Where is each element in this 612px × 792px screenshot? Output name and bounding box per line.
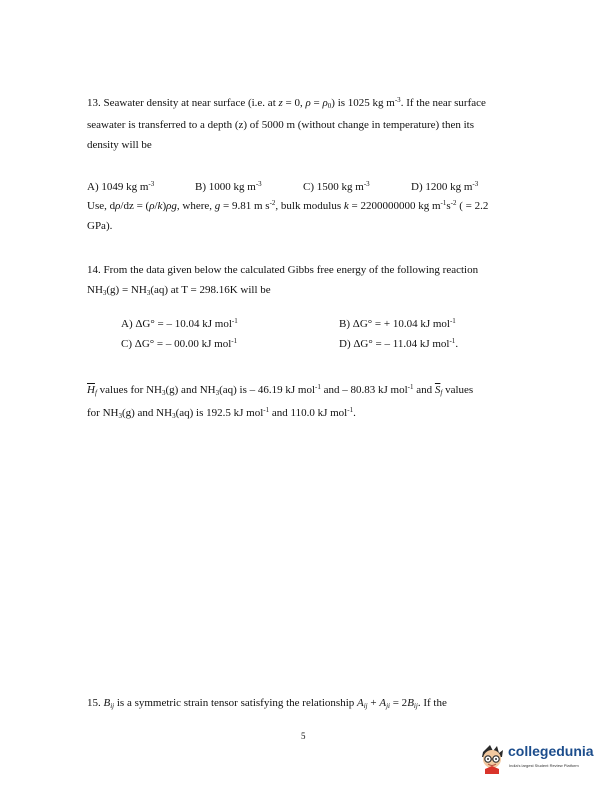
- q13-option-b: B) 1000 kg $m^{-3}$: [195, 180, 262, 193]
- logo-brand-text: collegedunia: [508, 743, 594, 759]
- q14-option-b: B) ΔG° = + 10.04 kJ mol$^{-1}$: [339, 317, 456, 330]
- q13-option-c: C) 1500 kg $m^{-3}$: [303, 180, 370, 193]
- q13-line-1: 13. Seawater density at near surface (i.e. at z = 0, $\rho = \rho_0$) is 1025 kg $m^{-3}$. If the near surface: [87, 96, 486, 110]
- student-mascot-icon: [477, 742, 507, 774]
- q13-line-3: density will be: [87, 139, 152, 151]
- q13-option-d: D) 1200 kg $m^{-3}$: [411, 180, 479, 193]
- collegedunia-logo: [477, 742, 602, 776]
- page-number: 5: [301, 731, 306, 741]
- q14-line-2: $NH_3(g) = NH_3(aq)$ at T = 298.16K will be: [87, 284, 271, 297]
- q14-option-d: D) ΔG° = – 11.04 kJ mol$^{-1}$.: [339, 337, 459, 350]
- logo-tagline: India's largest Student Review Platform: [509, 763, 579, 768]
- q15-line-1: 15. $B_{ij}$ is a symmetric strain tensor satisfying the relationship $A_{ij} + A_{ji} = 2B_{ij}$. If the: [87, 697, 447, 710]
- q14-data-line-1: $\overline{H}_f$ values for $NH_3(g)$ and $NH_3(aq)$ is – 46.19 kJ mol$^{-1}$ and – 80.83 kJ mol$^{-1}$ and $\overline{S}_f$ values: [87, 383, 474, 397]
- q13-use-line-2: GPa).: [87, 220, 113, 232]
- q14-option-c: C) ΔG° = – 00.00 kJ mol$^{-1}$: [121, 337, 238, 350]
- q13-use-line: Use, dρ/dz = (ρ/k)ρg, where, g = 9.81 m $s^{-2}$, bulk modulus k = 2200000000 kg $m^{-1}s^{-2}$ ( = 2.2: [87, 199, 489, 212]
- q14-line-1: 14. From the data given below the calculated Gibbs free energy of the following reaction: [87, 264, 479, 276]
- q14-data-line-2: for $NH_3(g)$ and $NH_3(aq)$ is 192.5 kJ mol$^{-1}$ and 110.0 kJ mol$^{-1}$.: [87, 406, 356, 420]
- q13-line-2: seawater is transferred to a depth (z) of 5000 m (without change in temperature) then its: [87, 119, 474, 131]
- q13-option-a: A) 1049 kg $m^{-3}$: [87, 180, 155, 193]
- q14-option-a: A) ΔG° = – 10.04 kJ mol$^{-1}$: [121, 317, 238, 330]
